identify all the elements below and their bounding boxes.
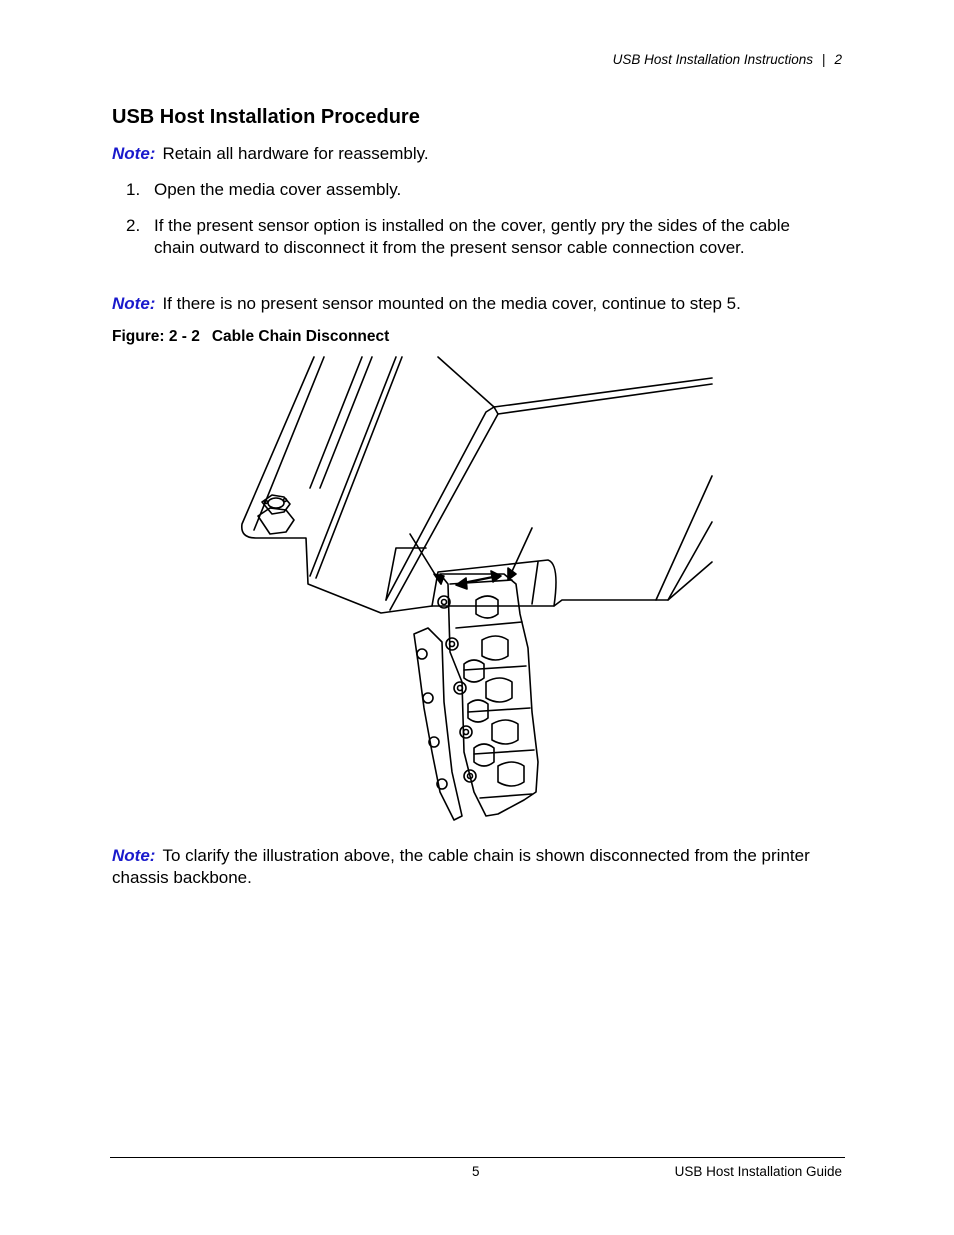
figure-title: Cable Chain Disconnect <box>211 328 390 345</box>
running-header <box>613 52 842 67</box>
step-text: If the present sensor option is installed on the cover, gently pry the sides of the cable chain outward to disconnect it from the present sensor cable connection cover. <box>154 216 790 257</box>
footer-guide-title: USB Host Installation Guide <box>674 1164 842 1179</box>
note-text: Retain all hardware for reassembly. <box>162 144 429 163</box>
note-clarify-illustration <box>112 845 832 889</box>
figure-number: Figure: 2 - 2 <box>112 328 200 345</box>
header-doc-title: USB Host Installation Instructions <box>612 52 813 67</box>
cable-chain-illustration <box>236 352 726 827</box>
step-text: Open the media cover assembly. <box>154 180 402 199</box>
note-text: If there is no present sensor mounted on the media cover, continue to step 5. <box>162 294 741 313</box>
note-no-sensor <box>112 293 741 315</box>
note-label: Note: <box>112 144 156 163</box>
note-retain-hardware <box>112 143 429 165</box>
note-text: To clarify the illustration above, the cable chain is shown disconnected from the printer chassis backbone. <box>112 846 810 887</box>
section-title: USB Host Installation Procedure <box>112 106 420 128</box>
step-2 <box>126 215 816 259</box>
footer-divider <box>110 1157 845 1158</box>
note-label: Note: <box>112 846 156 865</box>
step-number: 2. <box>126 216 141 235</box>
note-label: Note: <box>112 294 156 313</box>
figure-caption <box>112 328 389 346</box>
footer-page-number: 5 <box>472 1164 480 1179</box>
step-number: 1. <box>126 180 141 199</box>
header-separator: | <box>821 52 826 67</box>
header-section-number: 2 <box>834 52 842 67</box>
step-1 <box>126 179 816 201</box>
